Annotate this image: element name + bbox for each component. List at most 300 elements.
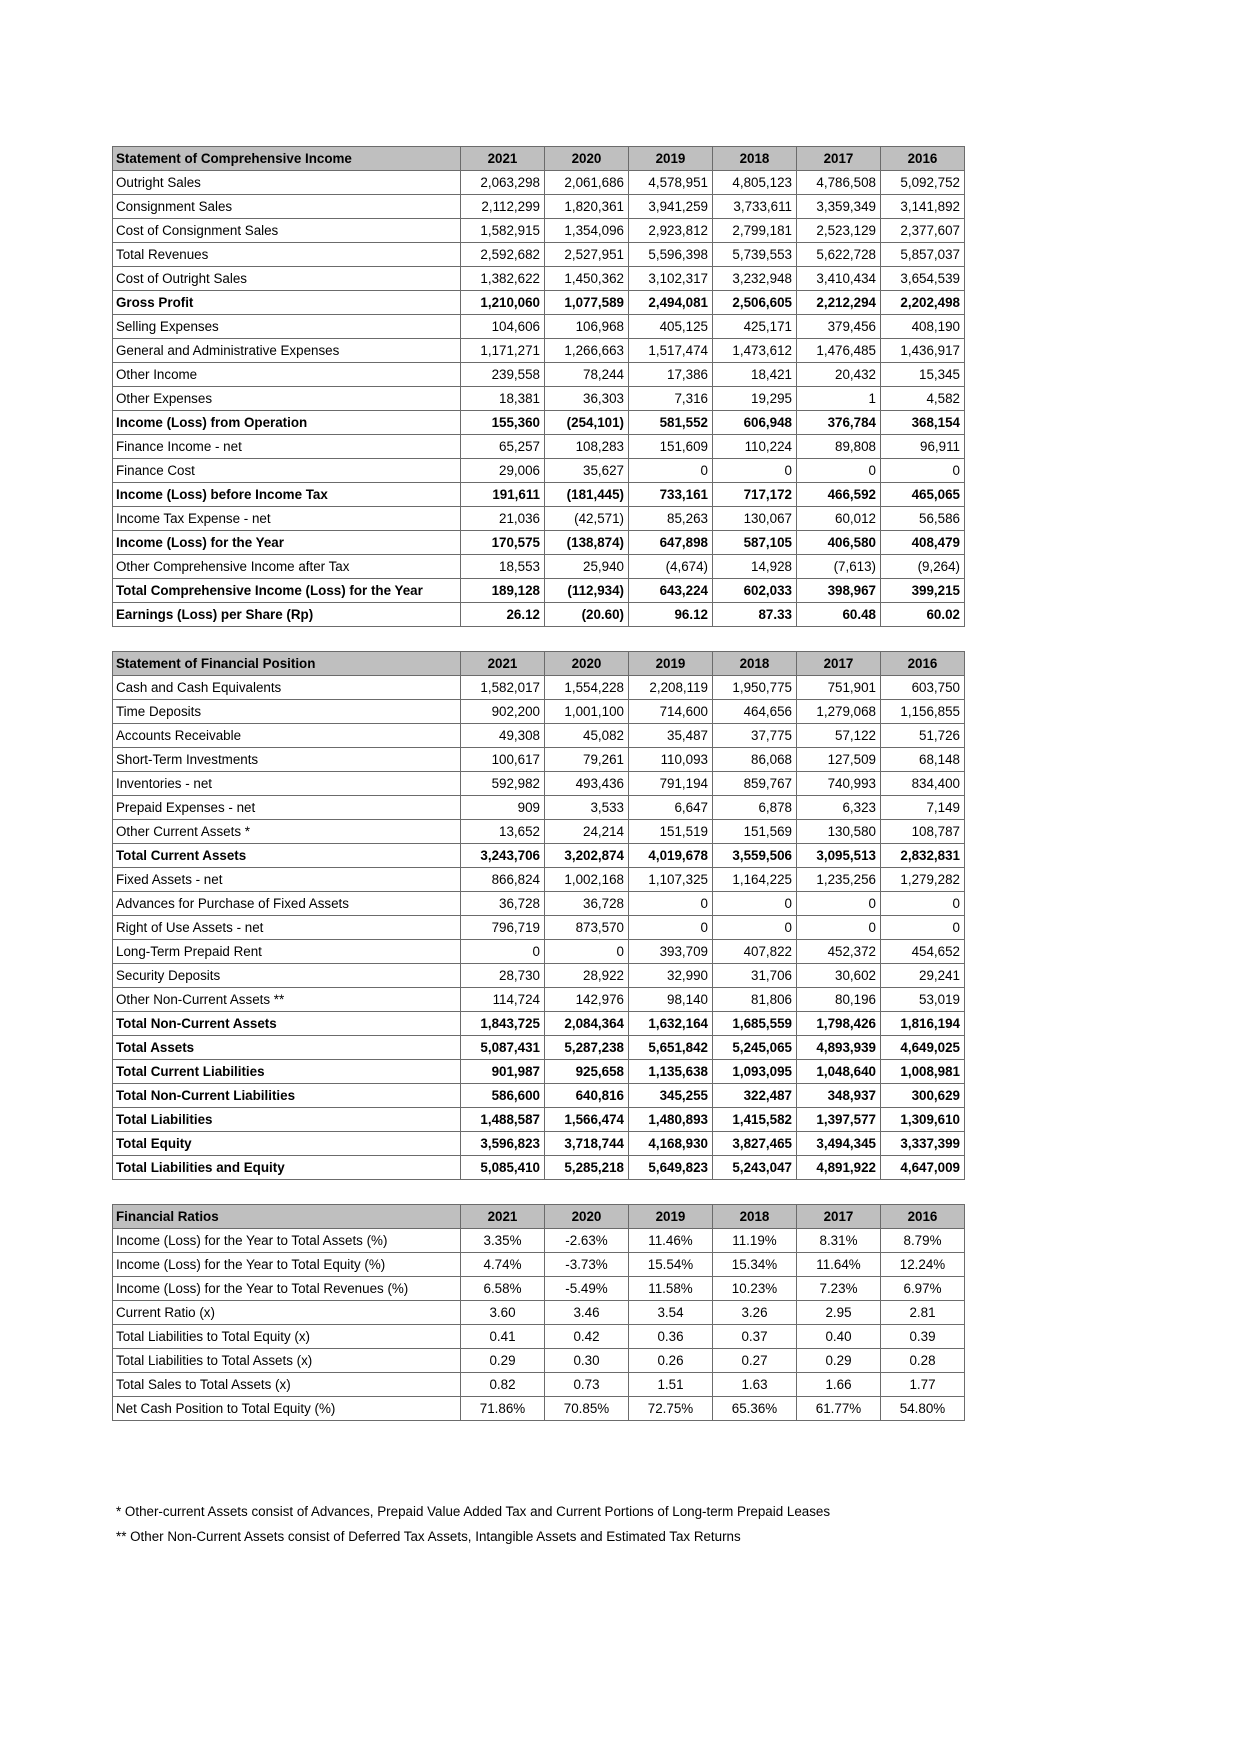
value-cell: 4,893,939 bbox=[797, 1036, 881, 1060]
row-label: Total Equity bbox=[113, 1132, 461, 1156]
row-label: Finance Income - net bbox=[113, 435, 461, 459]
row-label: Total Non-Current Assets bbox=[113, 1012, 461, 1036]
value-cell: 80,196 bbox=[797, 988, 881, 1012]
row-label: Other Non-Current Assets ** bbox=[113, 988, 461, 1012]
value-cell: 1,354,096 bbox=[545, 219, 629, 243]
value-cell: 909 bbox=[461, 796, 545, 820]
value-cell: 1,473,612 bbox=[713, 339, 797, 363]
table-row bbox=[113, 459, 965, 483]
value-cell: 493,436 bbox=[545, 772, 629, 796]
table-row bbox=[113, 724, 965, 748]
value-cell: 714,600 bbox=[629, 700, 713, 724]
table-row bbox=[113, 916, 965, 940]
value-cell: 3,095,513 bbox=[797, 844, 881, 868]
value-cell: 3,243,706 bbox=[461, 844, 545, 868]
value-cell: 791,194 bbox=[629, 772, 713, 796]
footnote-other-non-current-assets: ** Other Non-Current Assets consist of Deferred Tax Assets, Intangible Assets and Estimated Tax Returns bbox=[116, 1529, 741, 1544]
table-row bbox=[113, 820, 965, 844]
row-label: Outright Sales bbox=[113, 171, 461, 195]
year-header: 2016 bbox=[881, 1205, 965, 1229]
table-row bbox=[113, 844, 965, 868]
table-row bbox=[113, 363, 965, 387]
value-cell: 1,816,194 bbox=[881, 1012, 965, 1036]
value-cell: 89,808 bbox=[797, 435, 881, 459]
value-cell: 0.29 bbox=[797, 1349, 881, 1373]
row-label: Cost of Consignment Sales bbox=[113, 219, 461, 243]
value-cell: 5,085,410 bbox=[461, 1156, 545, 1180]
value-cell: 108,283 bbox=[545, 435, 629, 459]
value-cell: 15.54% bbox=[629, 1253, 713, 1277]
value-cell: 2,506,605 bbox=[713, 291, 797, 315]
value-cell: (7,613) bbox=[797, 555, 881, 579]
value-cell: 592,982 bbox=[461, 772, 545, 796]
value-cell: 3,232,948 bbox=[713, 267, 797, 291]
value-cell: 35,627 bbox=[545, 459, 629, 483]
value-cell: 3,494,345 bbox=[797, 1132, 881, 1156]
value-cell: 15.34% bbox=[713, 1253, 797, 1277]
table-row bbox=[113, 1253, 965, 1277]
value-cell: 398,967 bbox=[797, 579, 881, 603]
value-cell: 0 bbox=[881, 459, 965, 483]
value-cell: 1,001,100 bbox=[545, 700, 629, 724]
value-cell: 3,559,506 bbox=[713, 844, 797, 868]
row-label: Cost of Outright Sales bbox=[113, 267, 461, 291]
row-label: General and Administrative Expenses bbox=[113, 339, 461, 363]
value-cell: -3.73% bbox=[545, 1253, 629, 1277]
value-cell: 130,580 bbox=[797, 820, 881, 844]
year-header: 2021 bbox=[461, 147, 545, 171]
table-row bbox=[113, 291, 965, 315]
value-cell: 45,082 bbox=[545, 724, 629, 748]
value-cell: 20,432 bbox=[797, 363, 881, 387]
value-cell: 65,257 bbox=[461, 435, 545, 459]
table-row bbox=[113, 315, 965, 339]
value-cell: 12.24% bbox=[881, 1253, 965, 1277]
table-row bbox=[113, 940, 965, 964]
value-cell: 8.79% bbox=[881, 1229, 965, 1253]
value-cell: 79,261 bbox=[545, 748, 629, 772]
value-cell: 2,377,607 bbox=[881, 219, 965, 243]
value-cell: 1.77 bbox=[881, 1373, 965, 1397]
value-cell: 29,006 bbox=[461, 459, 545, 483]
table-row bbox=[113, 411, 965, 435]
financial-ratios-table bbox=[112, 1204, 965, 1421]
value-cell: 393,709 bbox=[629, 940, 713, 964]
value-cell: 1,107,325 bbox=[629, 868, 713, 892]
row-label: Net Cash Position to Total Equity (%) bbox=[113, 1397, 461, 1421]
value-cell: 1,077,589 bbox=[545, 291, 629, 315]
value-cell: 640,816 bbox=[545, 1084, 629, 1108]
table-row bbox=[113, 243, 965, 267]
year-header: 2017 bbox=[797, 147, 881, 171]
value-cell: 1,135,638 bbox=[629, 1060, 713, 1084]
value-cell: 155,360 bbox=[461, 411, 545, 435]
value-cell: 733,161 bbox=[629, 483, 713, 507]
value-cell: 1.66 bbox=[797, 1373, 881, 1397]
value-cell: 51,726 bbox=[881, 724, 965, 748]
value-cell: 53,019 bbox=[881, 988, 965, 1012]
value-cell: 1,798,426 bbox=[797, 1012, 881, 1036]
value-cell: 3,941,259 bbox=[629, 195, 713, 219]
table-header-row bbox=[113, 147, 965, 171]
value-cell: 322,487 bbox=[713, 1084, 797, 1108]
value-cell: 71.86% bbox=[461, 1397, 545, 1421]
value-cell: 465,065 bbox=[881, 483, 965, 507]
value-cell: 100,617 bbox=[461, 748, 545, 772]
value-cell: 647,898 bbox=[629, 531, 713, 555]
value-cell: 81,806 bbox=[713, 988, 797, 1012]
value-cell: 0.27 bbox=[713, 1349, 797, 1373]
value-cell: 96,911 bbox=[881, 435, 965, 459]
row-label: Income (Loss) before Income Tax bbox=[113, 483, 461, 507]
value-cell: 1,582,915 bbox=[461, 219, 545, 243]
value-cell: 368,154 bbox=[881, 411, 965, 435]
table-row bbox=[113, 1036, 965, 1060]
value-cell: 1,048,640 bbox=[797, 1060, 881, 1084]
value-cell: 7,149 bbox=[881, 796, 965, 820]
value-cell: 1,480,893 bbox=[629, 1108, 713, 1132]
value-cell: 0 bbox=[713, 892, 797, 916]
year-header: 2019 bbox=[629, 652, 713, 676]
value-cell: 7.23% bbox=[797, 1277, 881, 1301]
value-cell: 11.64% bbox=[797, 1253, 881, 1277]
value-cell: 406,580 bbox=[797, 531, 881, 555]
value-cell: 454,652 bbox=[881, 940, 965, 964]
value-cell: 1,554,228 bbox=[545, 676, 629, 700]
row-label: Consignment Sales bbox=[113, 195, 461, 219]
value-cell: 902,200 bbox=[461, 700, 545, 724]
value-cell: 3,141,892 bbox=[881, 195, 965, 219]
row-label: Other Expenses bbox=[113, 387, 461, 411]
value-cell: 108,787 bbox=[881, 820, 965, 844]
value-cell: 98,140 bbox=[629, 988, 713, 1012]
value-cell: 2,084,364 bbox=[545, 1012, 629, 1036]
row-label: Accounts Receivable bbox=[113, 724, 461, 748]
value-cell: 1,397,577 bbox=[797, 1108, 881, 1132]
value-cell: 1,309,610 bbox=[881, 1108, 965, 1132]
value-cell: 5,739,553 bbox=[713, 243, 797, 267]
value-cell: 3.46 bbox=[545, 1301, 629, 1325]
table-row bbox=[113, 796, 965, 820]
value-cell: 61.77% bbox=[797, 1397, 881, 1421]
value-cell: 189,128 bbox=[461, 579, 545, 603]
value-cell: 11.19% bbox=[713, 1229, 797, 1253]
row-label: Total Revenues bbox=[113, 243, 461, 267]
value-cell: 2,063,298 bbox=[461, 171, 545, 195]
value-cell: 36,728 bbox=[461, 892, 545, 916]
value-cell: 1,002,168 bbox=[545, 868, 629, 892]
value-cell: 60.48 bbox=[797, 603, 881, 627]
value-cell: (9,264) bbox=[881, 555, 965, 579]
value-cell: 4,647,009 bbox=[881, 1156, 965, 1180]
table-row bbox=[113, 868, 965, 892]
value-cell: 0 bbox=[713, 459, 797, 483]
value-cell: 3,102,317 bbox=[629, 267, 713, 291]
value-cell: 6,323 bbox=[797, 796, 881, 820]
value-cell: 2,202,498 bbox=[881, 291, 965, 315]
row-label: Total Comprehensive Income (Loss) for the Year bbox=[113, 579, 461, 603]
value-cell: 1,164,225 bbox=[713, 868, 797, 892]
row-label: Right of Use Assets - net bbox=[113, 916, 461, 940]
value-cell: 1,488,587 bbox=[461, 1108, 545, 1132]
table-title: Statement of Comprehensive Income bbox=[113, 147, 461, 171]
value-cell: 3,827,465 bbox=[713, 1132, 797, 1156]
value-cell: 4,649,025 bbox=[881, 1036, 965, 1060]
value-cell: 2,592,682 bbox=[461, 243, 545, 267]
value-cell: 6.58% bbox=[461, 1277, 545, 1301]
year-header: 2020 bbox=[545, 652, 629, 676]
value-cell: 405,125 bbox=[629, 315, 713, 339]
value-cell: 36,728 bbox=[545, 892, 629, 916]
value-cell: 0.41 bbox=[461, 1325, 545, 1349]
table-row bbox=[113, 267, 965, 291]
value-cell: 2,494,081 bbox=[629, 291, 713, 315]
table-row bbox=[113, 579, 965, 603]
value-cell: 151,609 bbox=[629, 435, 713, 459]
value-cell: 57,122 bbox=[797, 724, 881, 748]
value-cell: 5,287,238 bbox=[545, 1036, 629, 1060]
value-cell: 0.39 bbox=[881, 1325, 965, 1349]
table-header-row bbox=[113, 652, 965, 676]
value-cell: (181,445) bbox=[545, 483, 629, 507]
value-cell: 170,575 bbox=[461, 531, 545, 555]
table-row bbox=[113, 772, 965, 796]
year-header: 2017 bbox=[797, 652, 881, 676]
value-cell: 0.40 bbox=[797, 1325, 881, 1349]
year-header: 2018 bbox=[713, 147, 797, 171]
value-cell: 376,784 bbox=[797, 411, 881, 435]
financial-position-table bbox=[112, 651, 965, 1180]
value-cell: 1 bbox=[797, 387, 881, 411]
value-cell: 18,421 bbox=[713, 363, 797, 387]
value-cell: 3,202,874 bbox=[545, 844, 629, 868]
value-cell: (138,874) bbox=[545, 531, 629, 555]
value-cell: 151,519 bbox=[629, 820, 713, 844]
value-cell: 740,993 bbox=[797, 772, 881, 796]
row-label: Income (Loss) from Operation bbox=[113, 411, 461, 435]
value-cell: 466,592 bbox=[797, 483, 881, 507]
value-cell: 1.51 bbox=[629, 1373, 713, 1397]
value-cell: 3,410,434 bbox=[797, 267, 881, 291]
value-cell: 603,750 bbox=[881, 676, 965, 700]
row-label: Total Current Assets bbox=[113, 844, 461, 868]
value-cell: 834,400 bbox=[881, 772, 965, 796]
value-cell: 17,386 bbox=[629, 363, 713, 387]
row-label: Advances for Purchase of Fixed Assets bbox=[113, 892, 461, 916]
value-cell: 1,156,855 bbox=[881, 700, 965, 724]
value-cell: 36,303 bbox=[545, 387, 629, 411]
value-cell: 0.37 bbox=[713, 1325, 797, 1349]
value-cell: 0.73 bbox=[545, 1373, 629, 1397]
table-row bbox=[113, 1060, 965, 1084]
value-cell: 60.02 bbox=[881, 603, 965, 627]
value-cell: 4,168,930 bbox=[629, 1132, 713, 1156]
value-cell: 4,019,678 bbox=[629, 844, 713, 868]
value-cell: 859,767 bbox=[713, 772, 797, 796]
value-cell: 3,733,611 bbox=[713, 195, 797, 219]
table-row bbox=[113, 1325, 965, 1349]
value-cell: 104,606 bbox=[461, 315, 545, 339]
value-cell: 1,279,068 bbox=[797, 700, 881, 724]
value-cell: 5,087,431 bbox=[461, 1036, 545, 1060]
table-row bbox=[113, 748, 965, 772]
value-cell: 1,476,485 bbox=[797, 339, 881, 363]
financial-summary-sheet bbox=[112, 146, 964, 1445]
value-cell: 5,243,047 bbox=[713, 1156, 797, 1180]
value-cell: 2,208,119 bbox=[629, 676, 713, 700]
row-label: Income (Loss) for the Year to Total Assets (%) bbox=[113, 1229, 461, 1253]
value-cell: 0.36 bbox=[629, 1325, 713, 1349]
value-cell: 86,068 bbox=[713, 748, 797, 772]
value-cell: 2,212,294 bbox=[797, 291, 881, 315]
value-cell: 60,012 bbox=[797, 507, 881, 531]
value-cell: 345,255 bbox=[629, 1084, 713, 1108]
row-label: Other Current Assets * bbox=[113, 820, 461, 844]
value-cell: 4.74% bbox=[461, 1253, 545, 1277]
value-cell: -5.49% bbox=[545, 1277, 629, 1301]
table-row bbox=[113, 1012, 965, 1036]
value-cell: 1,266,663 bbox=[545, 339, 629, 363]
row-label: Total Liabilities to Total Assets (x) bbox=[113, 1349, 461, 1373]
value-cell: 1,950,775 bbox=[713, 676, 797, 700]
value-cell: 0 bbox=[629, 892, 713, 916]
table-row bbox=[113, 1301, 965, 1325]
table-row bbox=[113, 1108, 965, 1132]
value-cell: 110,093 bbox=[629, 748, 713, 772]
value-cell: 4,582 bbox=[881, 387, 965, 411]
year-header: 2019 bbox=[629, 147, 713, 171]
table-row bbox=[113, 387, 965, 411]
row-label: Income (Loss) for the Year to Total Equity (%) bbox=[113, 1253, 461, 1277]
value-cell: 96.12 bbox=[629, 603, 713, 627]
value-cell: 1,436,917 bbox=[881, 339, 965, 363]
row-label: Total Non-Current Liabilities bbox=[113, 1084, 461, 1108]
value-cell: 1,093,095 bbox=[713, 1060, 797, 1084]
value-cell: 18,381 bbox=[461, 387, 545, 411]
value-cell: 10.23% bbox=[713, 1277, 797, 1301]
value-cell: 606,948 bbox=[713, 411, 797, 435]
value-cell: 1,843,725 bbox=[461, 1012, 545, 1036]
value-cell: 6,878 bbox=[713, 796, 797, 820]
value-cell: 425,171 bbox=[713, 315, 797, 339]
value-cell: 13,652 bbox=[461, 820, 545, 844]
value-cell: 26.12 bbox=[461, 603, 545, 627]
row-label: Gross Profit bbox=[113, 291, 461, 315]
value-cell: 2,923,812 bbox=[629, 219, 713, 243]
table-row bbox=[113, 339, 965, 363]
value-cell: 68,148 bbox=[881, 748, 965, 772]
table-title: Statement of Financial Position bbox=[113, 652, 461, 676]
value-cell: 19,295 bbox=[713, 387, 797, 411]
value-cell: 348,937 bbox=[797, 1084, 881, 1108]
value-cell: 87.33 bbox=[713, 603, 797, 627]
table-row bbox=[113, 1397, 965, 1421]
value-cell: 4,786,508 bbox=[797, 171, 881, 195]
row-label: Long-Term Prepaid Rent bbox=[113, 940, 461, 964]
value-cell: 4,578,951 bbox=[629, 171, 713, 195]
value-cell: 28,922 bbox=[545, 964, 629, 988]
value-cell: 1,632,164 bbox=[629, 1012, 713, 1036]
value-cell: 0.26 bbox=[629, 1349, 713, 1373]
value-cell: 70.85% bbox=[545, 1397, 629, 1421]
value-cell: 28,730 bbox=[461, 964, 545, 988]
value-cell: 2,112,299 bbox=[461, 195, 545, 219]
value-cell: 14,928 bbox=[713, 555, 797, 579]
year-header: 2019 bbox=[629, 1205, 713, 1229]
value-cell: 142,976 bbox=[545, 988, 629, 1012]
value-cell: -2.63% bbox=[545, 1229, 629, 1253]
row-label: Time Deposits bbox=[113, 700, 461, 724]
value-cell: (4,674) bbox=[629, 555, 713, 579]
value-cell: 1,566,474 bbox=[545, 1108, 629, 1132]
value-cell: 1,008,981 bbox=[881, 1060, 965, 1084]
value-cell: 2,523,129 bbox=[797, 219, 881, 243]
value-cell: 3,359,349 bbox=[797, 195, 881, 219]
year-header: 2018 bbox=[713, 652, 797, 676]
row-label: Short-Term Investments bbox=[113, 748, 461, 772]
value-cell: 37,775 bbox=[713, 724, 797, 748]
year-header: 2016 bbox=[881, 147, 965, 171]
row-label: Current Ratio (x) bbox=[113, 1301, 461, 1325]
value-cell: 379,456 bbox=[797, 315, 881, 339]
row-label: Other Income bbox=[113, 363, 461, 387]
value-cell: 2,527,951 bbox=[545, 243, 629, 267]
table-row bbox=[113, 1156, 965, 1180]
value-cell: 1,685,559 bbox=[713, 1012, 797, 1036]
value-cell: 0.30 bbox=[545, 1349, 629, 1373]
row-label: Fixed Assets - net bbox=[113, 868, 461, 892]
row-label: Income Tax Expense - net bbox=[113, 507, 461, 531]
value-cell: 399,215 bbox=[881, 579, 965, 603]
value-cell: 11.58% bbox=[629, 1277, 713, 1301]
value-cell: 0 bbox=[545, 940, 629, 964]
value-cell: 5,285,218 bbox=[545, 1156, 629, 1180]
value-cell: 78,244 bbox=[545, 363, 629, 387]
row-label: Total Current Liabilities bbox=[113, 1060, 461, 1084]
value-cell: 407,822 bbox=[713, 940, 797, 964]
row-label: Earnings (Loss) per Share (Rp) bbox=[113, 603, 461, 627]
value-cell: 586,600 bbox=[461, 1084, 545, 1108]
row-label: Total Sales to Total Assets (x) bbox=[113, 1373, 461, 1397]
value-cell: 3.60 bbox=[461, 1301, 545, 1325]
row-label: Total Assets bbox=[113, 1036, 461, 1060]
row-label: Other Comprehensive Income after Tax bbox=[113, 555, 461, 579]
value-cell: 54.80% bbox=[881, 1397, 965, 1421]
value-cell: 1,235,256 bbox=[797, 868, 881, 892]
value-cell: 0 bbox=[797, 892, 881, 916]
value-cell: 5,092,752 bbox=[881, 171, 965, 195]
value-cell: 114,724 bbox=[461, 988, 545, 1012]
year-header: 2017 bbox=[797, 1205, 881, 1229]
table-row bbox=[113, 892, 965, 916]
row-label: Inventories - net bbox=[113, 772, 461, 796]
value-cell: 0 bbox=[797, 459, 881, 483]
value-cell: 106,968 bbox=[545, 315, 629, 339]
value-cell: 29,241 bbox=[881, 964, 965, 988]
value-cell: 4,891,922 bbox=[797, 1156, 881, 1180]
value-cell: 7,316 bbox=[629, 387, 713, 411]
value-cell: 3,718,744 bbox=[545, 1132, 629, 1156]
value-cell: (112,934) bbox=[545, 579, 629, 603]
row-label: Finance Cost bbox=[113, 459, 461, 483]
value-cell: 0 bbox=[461, 940, 545, 964]
value-cell: 5,622,728 bbox=[797, 243, 881, 267]
value-cell: 1,450,362 bbox=[545, 267, 629, 291]
value-cell: 0.29 bbox=[461, 1349, 545, 1373]
table-row bbox=[113, 964, 965, 988]
row-label: Cash and Cash Equivalents bbox=[113, 676, 461, 700]
table-row bbox=[113, 700, 965, 724]
